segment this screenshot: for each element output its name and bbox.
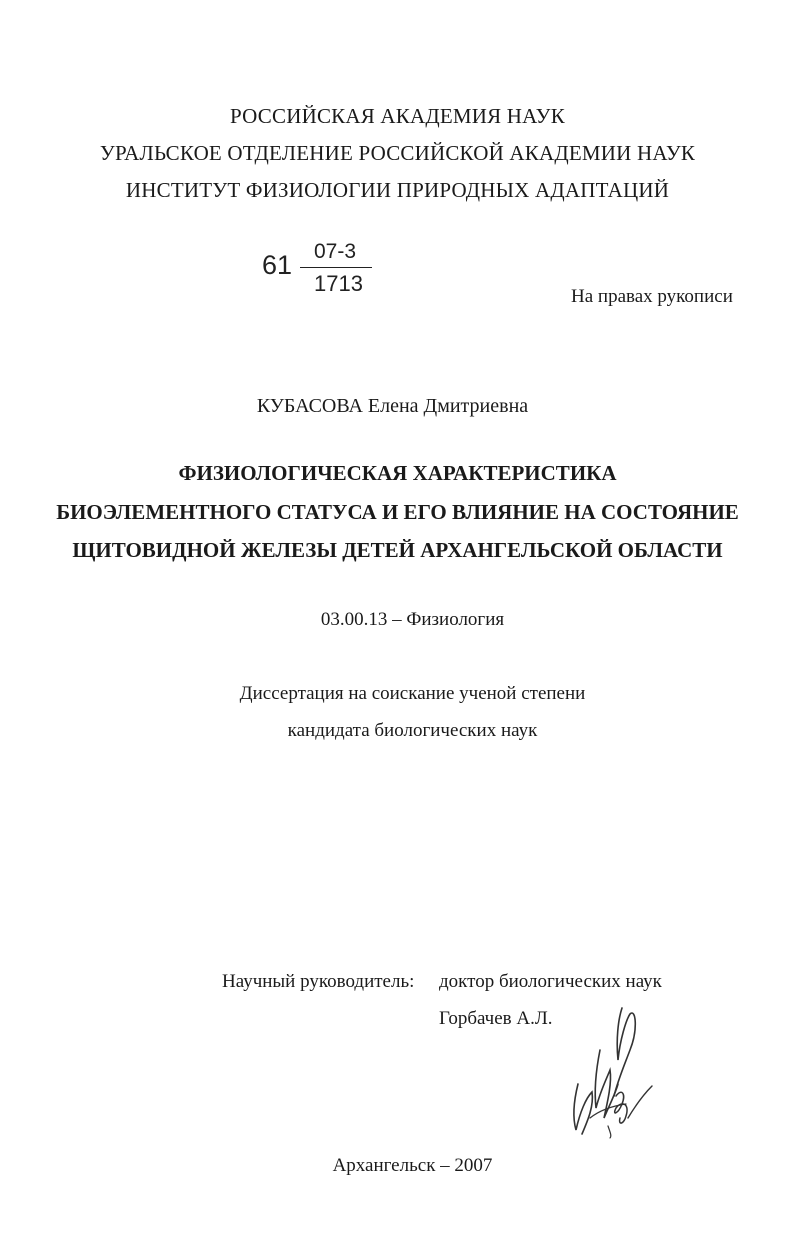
dissertation-line-1: Диссертация на соискание ученой степени (239, 683, 586, 704)
title-line-2: БИОЭЛЕМЕНТНОГО СТАТУСА И ЕГО ВЛИЯНИЕ НА СОСТОЯНИЕ (56, 500, 739, 524)
dissertation-line-2: кандидата биологических наук (287, 720, 538, 741)
handwritten-signature (560, 1000, 670, 1140)
library-stamp (262, 240, 382, 300)
stamp-fraction-line (300, 267, 372, 268)
specialty-code: 03.00.13 – Физиология (320, 609, 505, 630)
supervisor-label: Научный руководитель: (222, 971, 415, 992)
header-institute: ИНСТИТУТ ФИЗИОЛОГИИ ПРИРОДНЫХ АДАПТАЦИЙ (125, 178, 670, 202)
place-year: Архангельск – 2007 (332, 1155, 493, 1176)
supervisor-name: Горбачев А.Л. (439, 1008, 553, 1029)
header-branch: УРАЛЬСКОЕ ОТДЕЛЕНИЕ РОССИЙСКОЙ АКАДЕМИИ НАУК (99, 141, 696, 165)
stamp-numerator: 07-3 (314, 240, 357, 263)
rights-note: На правах рукописи (571, 286, 733, 307)
supervisor-degree: доктор биологических наук (439, 971, 662, 992)
stamp-denominator: 1713 (314, 271, 363, 296)
title-line-1: ФИЗИОЛОГИЧЕСКАЯ ХАРАКТЕРИСТИКА (178, 461, 617, 485)
stamp-prefix: 61 (262, 250, 293, 280)
author-name: КУБАСОВА Елена Дмитриевна (256, 395, 529, 417)
header-academy: РОССИЙСКАЯ АКАДЕМИЯ НАУК (230, 104, 565, 128)
title-line-3: ЩИТОВИДНОЙ ЖЕЛЕЗЫ ДЕТЕЙ АРХАНГЕЛЬСКОЙ ОБЛАСТИ (72, 538, 723, 562)
